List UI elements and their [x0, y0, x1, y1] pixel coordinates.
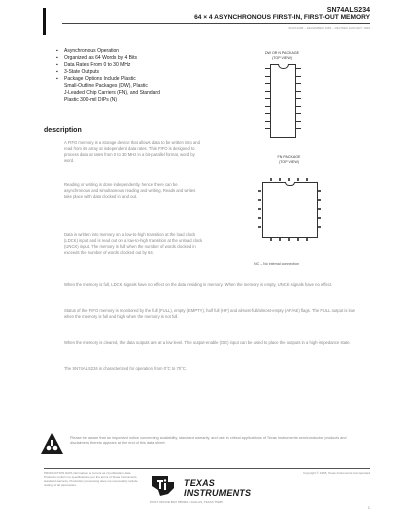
texas-instruments-logo-icon [148, 474, 178, 498]
plcc-pin [270, 178, 272, 181]
dip-package-diagram [270, 64, 296, 138]
part-number: SN74ALS234 [326, 7, 370, 14]
plcc-pin [318, 199, 321, 201]
page-number: 1 [367, 505, 370, 510]
dip-pin [296, 113, 301, 114]
plcc-pin [297, 238, 299, 241]
plcc-pin [258, 226, 261, 228]
description-paragraph: When the memory is full, LDCK signals have no effect on the data residing in memory. When the memory is empty, UNCK signals have no effect. [64, 282, 333, 287]
sidebar-bar [43, 8, 46, 35]
plcc-pin [297, 178, 299, 181]
plcc-pin [318, 226, 321, 228]
plcc-pin [258, 217, 261, 219]
brand-line-2: INSTRUMENTS [184, 488, 252, 498]
description-paragraph: The SN74ALS234 is characterized for operation from 0°C to 70°C. [64, 366, 187, 371]
dip-pin [296, 98, 301, 99]
warning-text: Please be aware that an important notice concerning availability, standard warranty, and use in critical applications of Texas Instruments semiconductor products and disclaimers thereto appears at the end of this data sheet. [70, 436, 347, 445]
dip-pin [265, 128, 270, 129]
description-heading: description [44, 127, 82, 134]
dip-pin [296, 128, 301, 129]
description-paragraph: Reading or writing is done independently, hence there can be asynchronous and simultaneous reading and writing. Reads and writes take place with data clocked in and out. [64, 182, 196, 199]
dip-pin [296, 106, 301, 107]
plcc-pin [258, 199, 261, 201]
nc-note: NC – No internal connection [254, 262, 299, 266]
feature-item: ▪ Data Rates From 0 to 30 MHz [56, 62, 206, 69]
dip-pin [265, 98, 270, 99]
plcc-pin [258, 190, 261, 192]
description-paragraph: When the memory is cleared, the data outputs are at a low level. The output-enable (OE) input can be used to place the outputs in a high-impedance state. [64, 340, 351, 345]
feature-item: ▪ Asynchronous Operation [56, 48, 206, 55]
plcc-notch [285, 182, 295, 186]
dip-pin [265, 83, 270, 84]
dip-package-label: DW OR N PACKAGE (TOP VIEW) [264, 51, 300, 60]
footer-rule [44, 468, 370, 469]
feature-item: ▪ Organized as 64 Words by 4 Bits [56, 55, 206, 62]
plcc-pin [279, 178, 281, 181]
plcc-pin [306, 178, 308, 181]
feature-list [56, 48, 206, 104]
dip-pin [265, 68, 270, 69]
plcc-pin [318, 217, 321, 219]
plcc-pin [258, 208, 261, 210]
description-paragraph: A FIFO memory is a storage device that allows data to be written into and read from its array at independent data rates. This FIFO is designed to process data at rates from 0 to 30 MHz in a bit-parallel format, word by word. [64, 140, 200, 163]
plcc-pin [270, 238, 272, 241]
dip-pin [296, 76, 301, 77]
dip-pin [296, 68, 301, 69]
brand-line-1: TEXAS [184, 478, 216, 488]
description-paragraph: Status of the FIFO memory is monitored by the full (FULL), empty (EMPTY), half full (HF) and almost-full/almost-empty (AF/AE) flags. The FULL output is low when the memory is full and high when the memory is not full. [64, 308, 355, 319]
plcc-package-label: FN PACKAGE (TOP VIEW) [277, 155, 301, 164]
dip-pin [296, 91, 301, 92]
feature-subline: J-Leaded Chip Carriers (FN), and Standard [64, 90, 160, 96]
dip-pin [265, 113, 270, 114]
feature-item: ▪ Package Options Include Plastic Small-Outline Packages (DW), Plastic J-Leaded Chip Carriers (FN), and Standard Plastic 300-mil DIPs (N) [56, 76, 206, 104]
plcc-pin [306, 238, 308, 241]
dip-pin [296, 83, 301, 84]
feature-item: ▪ 3-State Outputs [56, 69, 206, 76]
plcc-package-diagram [262, 182, 318, 238]
plcc-pin [288, 238, 290, 241]
dip-pin [296, 121, 301, 122]
company-address: POST OFFICE BOX 655303 • DALLAS, TEXAS 75265 [150, 500, 223, 504]
plcc-pin [318, 190, 321, 192]
dip-pin [265, 106, 270, 107]
warning-icon [40, 432, 64, 456]
feature-subline: Plastic 300-mil DIPs (N) [64, 97, 118, 103]
production-data-notice: PRODUCTION DATA information is current as of publication date. Products conform to specifications per the terms of Texas Instruments standard warranty. Production processing does not necessarily include testing of all parameters. [44, 471, 138, 487]
header-rule [62, 23, 370, 24]
dip-notch [278, 64, 289, 69]
description-paragraph: Data is written into memory on a low-to-high transition at the load clock (LDCK) input and is read out on a low-to-high transition at the unload clock (UNCK) input. The memory is full when the number of words clocked in exceeds the number of words clocked out by 64. [64, 232, 203, 255]
feature-subline: Small-Outline Packages (DW), Plastic [64, 83, 148, 89]
doc-id: SDAS102B – DECEMBER 1986 – REVISED JANUARY 1995 [288, 26, 370, 30]
plcc-pin [288, 178, 290, 181]
plcc-pin [318, 208, 321, 210]
plcc-pin [279, 238, 281, 241]
page-title: 64 × 4 ASYNCHRONOUS FIRST-IN, FIRST-OUT MEMORY [194, 14, 370, 21]
dip-pin [265, 91, 270, 92]
dip-pin [265, 121, 270, 122]
dip-pin [265, 76, 270, 77]
copyright: Copyright © 1995, Texas Instruments Incorporated [302, 471, 370, 475]
